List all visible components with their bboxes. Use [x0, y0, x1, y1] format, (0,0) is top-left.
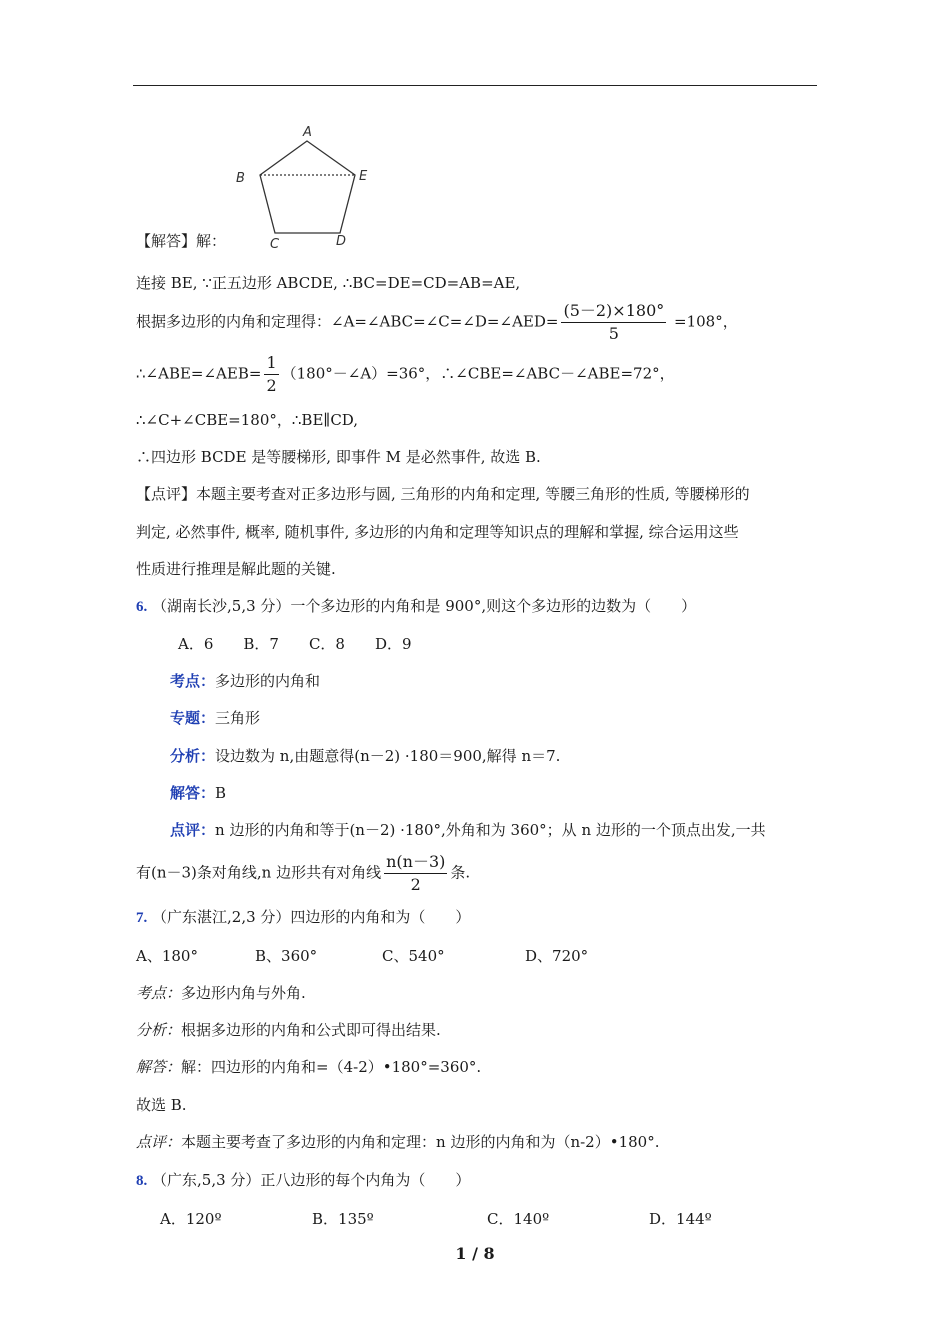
q7-kaodian: [136, 983, 306, 1003]
q7-option-a: A、180°: [136, 947, 198, 965]
kaodian-text: 多边形的内角和: [215, 672, 321, 690]
q6-kaodian: [170, 671, 320, 692]
line3-prefix: ∴∠ABE=∠AEB=: [136, 364, 262, 383]
pentagon-figure: [230, 118, 380, 253]
fraction-numerator: (5－2)×180°: [561, 301, 666, 323]
solution-line-2: [136, 301, 738, 344]
solution-line-3: [136, 353, 675, 396]
fraction-half: [264, 353, 278, 396]
q7-jieda: [136, 1057, 481, 1077]
question-text: （湖南长沙,5,3 分）一个多边形的内角和是 900°,则这个多边形的边数为（ ）: [152, 597, 697, 615]
q7-fenxi: [136, 1020, 441, 1040]
q7-option-b: B、360°: [255, 947, 318, 965]
question-number: 8.: [136, 1173, 148, 1189]
dianping2-prefix: 有(n－3)条对角线,n 边形共有对角线: [136, 863, 382, 882]
fenxi-text: 根据多边形的内角和公式即可得出结果.: [181, 1021, 441, 1039]
fenxi-label: 分析：: [136, 1021, 182, 1039]
jieda-label: 解答：: [136, 1058, 182, 1076]
dianping-text: 本题主要考查了多边形的内角和定理：n 边形的内角和为（n-2）•180°.: [181, 1133, 660, 1151]
question-number: 6.: [136, 599, 148, 615]
kaodian-text: 多边形内角与外角.: [181, 984, 306, 1002]
label-a: A: [303, 125, 312, 140]
kaodian-label: 考点：: [136, 984, 182, 1002]
label-e: E: [359, 169, 368, 184]
solution-line-1: 连接 BE, ∵正五边形 ABCDE, ∴BC=DE=CD=AB=AE,: [136, 274, 521, 292]
fraction-numerator: n(n－3): [384, 852, 447, 874]
question-8: [136, 1170, 470, 1191]
fraction-denominator: 2: [266, 376, 277, 395]
fraction-denominator: 5: [608, 324, 619, 343]
q6-dianping: [170, 820, 766, 841]
q6-dianping-line-2: [136, 852, 470, 895]
fraction-denominator: 2: [410, 875, 421, 894]
zhuanti-label: 专题：: [170, 711, 216, 727]
q7-dianping: [136, 1132, 659, 1152]
fenxi-label: 分析：: [170, 749, 216, 765]
solution-line-5: ∴四边形 BCDE 是等腰梯形, 即事件 M 是必然事件, 故选 B.: [136, 448, 541, 466]
q8-option-c: C．140º: [487, 1210, 550, 1228]
q6-jieda: [170, 783, 226, 804]
solution-line-4: ∴∠C+∠CBE=180°，∴BE∥CD,: [136, 411, 359, 429]
q8-option-d: D．144º: [649, 1210, 712, 1228]
dianping-label: 点评：: [170, 823, 216, 839]
review-line-3: 性质进行推理是解此题的关键.: [136, 560, 336, 578]
review-line-1: 【点评】本题主要考查对正多边形与圆, 三角形的内角和定理, 等腰三角形的性质, 等腰梯形的: [136, 485, 750, 503]
kaodian-label: 考点：: [170, 674, 216, 690]
dianping2-suffix: 条.: [450, 863, 471, 882]
fraction-diagonals: [384, 852, 447, 895]
q7-option-c: C、540°: [382, 947, 445, 965]
q8-option-b: B．135º: [312, 1210, 374, 1228]
label-b: B: [236, 171, 245, 186]
label-c: C: [270, 237, 280, 252]
line2-prefix: 根据多边形的内角和定理得：∠A=∠ABC=∠C=∠D=∠AED=: [136, 312, 559, 331]
line3-suffix: （180°－∠A）=36°，∴∠CBE=∠ABC－∠ABE=72°，: [281, 364, 675, 383]
question-number: 7.: [136, 910, 148, 926]
fraction-interior-angle: [561, 301, 666, 344]
label-d: D: [336, 234, 347, 249]
jieda-text: 解：四边形的内角和=（4-2）•180°=360°.: [181, 1058, 482, 1076]
fenxi-text: 设边数为 n,由题意得(n－2) ·180＝900,解得 n＝7.: [215, 747, 561, 765]
question-7: [136, 907, 470, 928]
page-number: 1 / 8: [455, 1244, 495, 1263]
q7-choice: 故选 B.: [136, 1096, 187, 1114]
line2-suffix: =108°，: [669, 312, 738, 331]
q6-fenxi: [170, 746, 560, 767]
question-text: （广东湛江,2,3 分）四边形的内角和为（ ）: [152, 908, 471, 926]
dianping-label: 点评：: [136, 1133, 182, 1151]
zhuanti-text: 三角形: [215, 709, 261, 727]
question-6: [136, 596, 696, 617]
q6-zhuanti: [170, 708, 260, 729]
solution-heading: 【解答】解：: [136, 232, 227, 250]
jieda-label: 解答：: [170, 786, 216, 802]
dianping-text: n 边形的内角和等于(n－2) ·180°,外角和为 360°；从 n 边形的一个顶点出发,一共: [215, 821, 766, 839]
header-rule: [133, 85, 817, 86]
question-text: （广东,5,3 分）正八边形的每个内角为（ ）: [152, 1171, 471, 1189]
fraction-numerator: 1: [264, 353, 278, 375]
q7-option-d: D、720°: [525, 947, 589, 965]
q8-option-a: A．120º: [160, 1210, 222, 1228]
review-line-2: 判定, 必然事件, 概率, 随机事件, 多边形的内角和定理等知识点的理解和掌握, 综合运用这些: [136, 523, 739, 541]
jieda-text: B: [215, 784, 227, 802]
q6-options: A．6 B．7 C．8 D．9: [178, 635, 412, 653]
